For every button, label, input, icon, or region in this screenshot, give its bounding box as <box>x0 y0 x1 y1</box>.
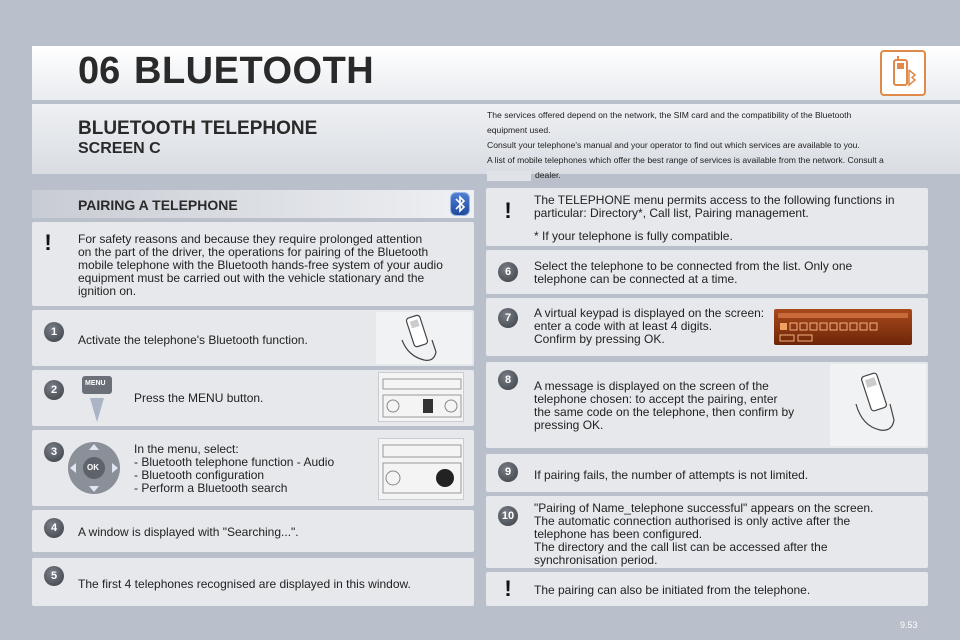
step-7-text <box>534 307 764 346</box>
safety-line: mobile telephone with the Bluetooth hands-free system of your audio <box>78 258 443 272</box>
bluetooth-phone-icon <box>880 50 926 96</box>
step-8-line: the same code on the telephone, then confirm by <box>534 405 795 419</box>
bluetooth-icon <box>450 192 470 216</box>
services-line: equipment used. <box>487 125 551 135</box>
step-8-line: telephone chosen: to accept the pairing, enter <box>534 392 778 406</box>
pairing-title: PAIRING A TELEPHONE <box>78 197 238 213</box>
step-10-number: 10 <box>498 506 518 526</box>
services-line: A list of mobile telephones which offer the best range of services is available from the network. Consult a <box>487 155 884 165</box>
step-4-number: 4 <box>44 518 64 538</box>
ok-dial-icon <box>66 440 122 496</box>
step-1-number: 1 <box>44 322 64 342</box>
step-3-text <box>134 443 334 495</box>
step-6-line: Select the telephone to be connected from the list. Only one <box>534 259 853 273</box>
step-3-line: - Perform a Bluetooth search <box>134 481 288 495</box>
step-6-number: 6 <box>498 262 518 282</box>
safety-line: equipment must be carried out with the vehicle stationary and the <box>78 271 425 285</box>
step-8-text <box>534 380 794 432</box>
chapter-number: 06 <box>78 50 121 92</box>
step-8-number: 8 <box>498 370 518 390</box>
step-7-line: enter a code with at least 4 digits. <box>534 319 713 333</box>
services-line: dealer. <box>535 170 561 180</box>
phone-hand-illustration <box>830 364 926 446</box>
step-3-line: In the menu, select: <box>134 442 239 456</box>
step-10-line: synchronisation period. <box>534 553 658 567</box>
virtual-keypad-screen <box>774 309 912 345</box>
step-3-line: - Bluetooth telephone function - Audio <box>134 455 335 469</box>
step-3-number: 3 <box>44 442 64 462</box>
page-number: 9.53 <box>900 620 918 630</box>
step-8-line: A message is displayed on the screen of the <box>534 379 769 393</box>
step-6-text <box>534 260 852 286</box>
step-5-text: The first 4 telephones recognised are displayed in this window. <box>78 577 411 591</box>
services-note <box>487 108 927 183</box>
step-10-line: "Pairing of Name_telephone successful" appears on the screen. <box>534 501 874 515</box>
step-7-line: A virtual keypad is displayed on the screen: <box>534 306 765 320</box>
step-10-text <box>534 502 873 567</box>
telephone-menu-line: particular: Directory*, Call list, Pairing management. <box>534 206 809 220</box>
phone-hand-illustration <box>376 312 472 364</box>
step-3-line: - Bluetooth configuration <box>134 468 265 482</box>
menu-button-label: MENU <box>85 380 106 387</box>
chapter-title: BLUETOOTH <box>134 50 375 92</box>
redacted-block <box>487 171 531 181</box>
step-7-number: 7 <box>498 308 518 328</box>
step-10-line: The automatic connection authorised is only active after the <box>534 514 851 528</box>
step-9-text: If pairing fails, the number of attempts is not limited. <box>534 468 809 482</box>
step-10-line: telephone has been configured. <box>534 527 703 541</box>
step-1-text: Activate the telephone's Bluetooth function. <box>78 333 308 347</box>
step-4-text: A window is displayed with "Searching...". <box>78 525 299 539</box>
menu-button-icon <box>80 374 114 424</box>
step-6-line: telephone can be connected at a time. <box>534 272 738 286</box>
telephone-menu-text <box>534 194 895 220</box>
step-2-number: 2 <box>44 380 64 400</box>
radio-unit-illustration <box>378 372 464 422</box>
section-title: BLUETOOTH TELEPHONE <box>78 118 318 139</box>
warning-icon: ! <box>44 230 52 255</box>
warning-icon: ! <box>504 576 512 601</box>
ok-label: OK <box>87 463 99 472</box>
safety-line: on the part of the driver, the operations for pairing of the Bluetooth <box>78 245 429 259</box>
step-7-line: Confirm by pressing OK. <box>534 332 665 346</box>
section-subtitle: SCREEN C <box>78 140 161 157</box>
radio-unit-illustration <box>378 438 464 500</box>
step-5-number: 5 <box>44 566 64 586</box>
final-note-text: The pairing can also be initiated from the telephone. <box>534 583 811 597</box>
safety-text <box>78 233 470 298</box>
compatibility-footnote: * If your telephone is fully compatible. <box>534 229 733 243</box>
step-10-line: The directory and the call list can be accessed after the <box>534 540 828 554</box>
safety-line: ignition on. <box>78 284 137 298</box>
step-2-text: Press the MENU button. <box>134 391 264 405</box>
telephone-menu-line: The TELEPHONE menu permits access to the following functions in <box>534 193 895 207</box>
step-8-line: pressing OK. <box>534 418 604 432</box>
services-line: The services offered depend on the network, the SIM card and the compatibility of the Bluetooth <box>487 110 852 120</box>
warning-icon: ! <box>504 198 512 223</box>
services-line: Consult your telephone's manual and your operator to find out which services are available to you. <box>487 140 860 150</box>
safety-line: For safety reasons and because they require prolonged attention <box>78 232 423 246</box>
step-9-number: 9 <box>498 462 518 482</box>
